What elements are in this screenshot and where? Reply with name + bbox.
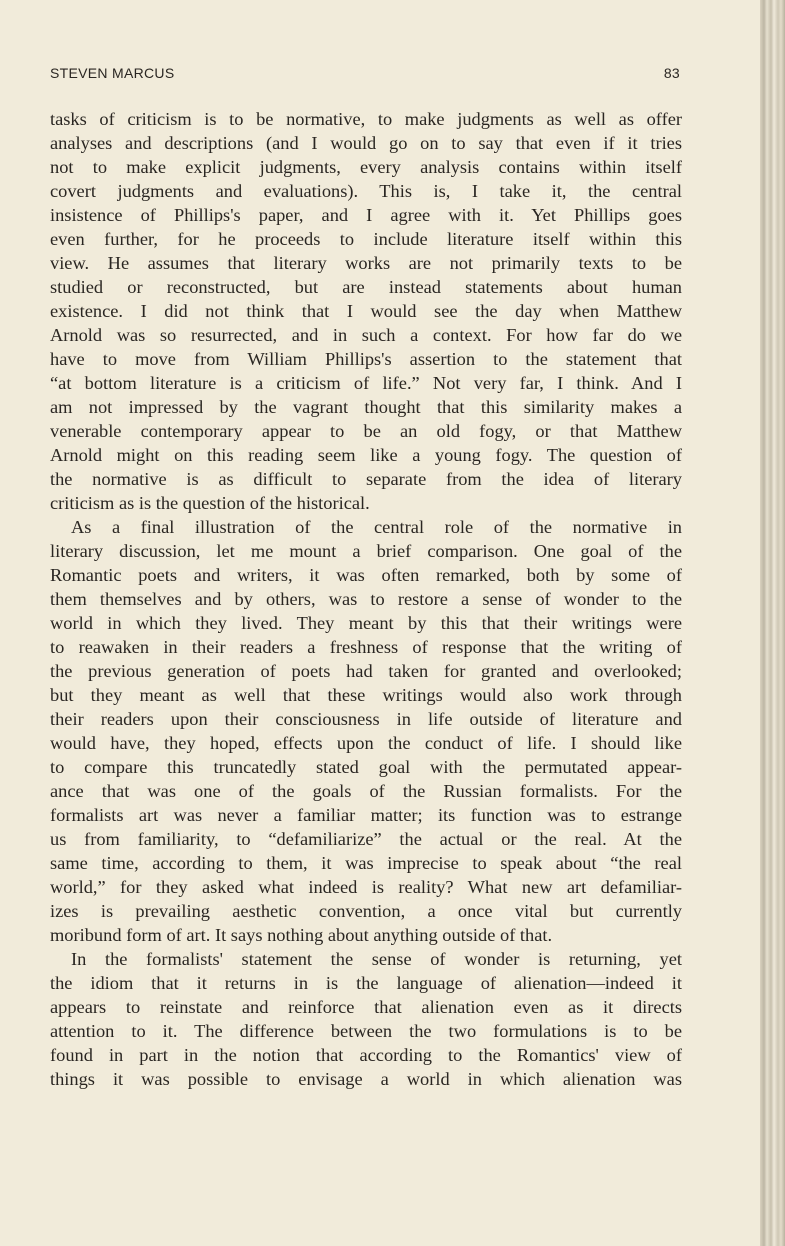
text-line: their readers upon their consciousness in life outside of literature and [50,709,682,729]
text-line: insistence of Phillips's paper, and I agree with it. Yet Phillips goes [50,205,682,225]
paragraph [50,947,682,1091]
text-line: “at bottom literature is a criticism of life.” Not very far, I think. And I [50,373,682,393]
text-line: As a final illustration of the central role of the normative in [71,517,682,537]
text-line: things it was possible to envisage a world in which alienation was [50,1069,682,1089]
text-line: studied or reconstructed, but are instead statements about human [50,277,682,297]
text-line: world in which they lived. They meant by this that their writings were [50,613,682,633]
text-line: would have, they hoped, effects upon the conduct of life. I should like [50,733,682,753]
text-line: appears to reinstate and reinforce that alienation even as it directs [50,997,682,1017]
body-text [50,107,682,1091]
text-line: us from familiarity, to “defamiliarize” the actual or the real. At the [50,829,682,849]
text-line: covert judgments and evaluations). This is, I take it, the central [50,181,682,201]
text-line: but they meant as well that these writings would also work through [50,685,682,705]
text-line: not to make explicit judgments, every analysis contains within itself [50,157,682,177]
text-line: moribund form of art. It says nothing about anything outside of that. [50,925,553,945]
text-line: to compare this truncatedly stated goal with the permutated appear- [50,757,682,777]
paragraph [50,515,682,947]
text-line: analyses and descriptions (and I would go on to say that even if it tries [50,133,682,153]
text-line: the normative is as difficult to separate from the idea of literary [50,469,682,489]
page-number: 83 [663,65,680,81]
text-line: them themselves and by others, was to restore a sense of wonder to the [50,589,682,609]
text-line: literary discussion, let me mount a brief comparison. One goal of the [50,541,682,561]
text-line: even further, for he proceeds to include literature itself within this [50,229,682,249]
book-page-edge [760,0,785,1246]
running-head-author: STEVEN MARCUS [50,65,175,81]
text-line: the idiom that it returns in is the language of alienation—indeed it [50,973,682,993]
text-line: formalists art was never a familiar matter; its function was to estrange [50,805,682,825]
text-line: Romantic poets and writers, it was often remarked, both by some of [50,565,682,585]
text-line: venerable contemporary appear to be an old fogy, or that Matthew [50,421,682,441]
text-line: attention to it. The difference between the two formulations is to be [50,1021,682,1041]
text-line: In the formalists' statement the sense of wonder is returning, yet [71,949,682,969]
text-line: the previous generation of poets had taken for granted and overlooked; [50,661,682,681]
text-line: to reawaken in their readers a freshness of response that the writing of [50,637,682,657]
text-line: world,” for they asked what indeed is reality? What new art defamiliar- [50,877,682,897]
text-line: same time, according to them, it was imprecise to speak about “the real [50,853,682,873]
text-line: criticism as is the question of the historical. [50,493,370,513]
text-line: am not impressed by the vagrant thought that this similarity makes a [50,397,682,417]
text-line: found in part in the notion that according to the Romantics' view of [50,1045,682,1065]
paragraph [50,107,682,515]
text-line: tasks of criticism is to be normative, to make judgments as well as offer [50,109,682,129]
text-line: ance that was one of the goals of the Russian formalists. For the [50,781,682,801]
text-line: have to move from William Phillips's assertion to the statement that [50,349,682,369]
text-line: view. He assumes that literary works are not primarily texts to be [50,253,682,273]
text-line: Arnold might on this reading seem like a young fogy. The question of [50,445,682,465]
text-line: izes is prevailing aesthetic convention, a once vital but currently [50,901,682,921]
text-line: Arnold was so resurrected, and in such a context. For how far do we [50,325,682,345]
running-head [50,65,680,87]
text-line: existence. I did not think that I would see the day when Matthew [50,301,682,321]
